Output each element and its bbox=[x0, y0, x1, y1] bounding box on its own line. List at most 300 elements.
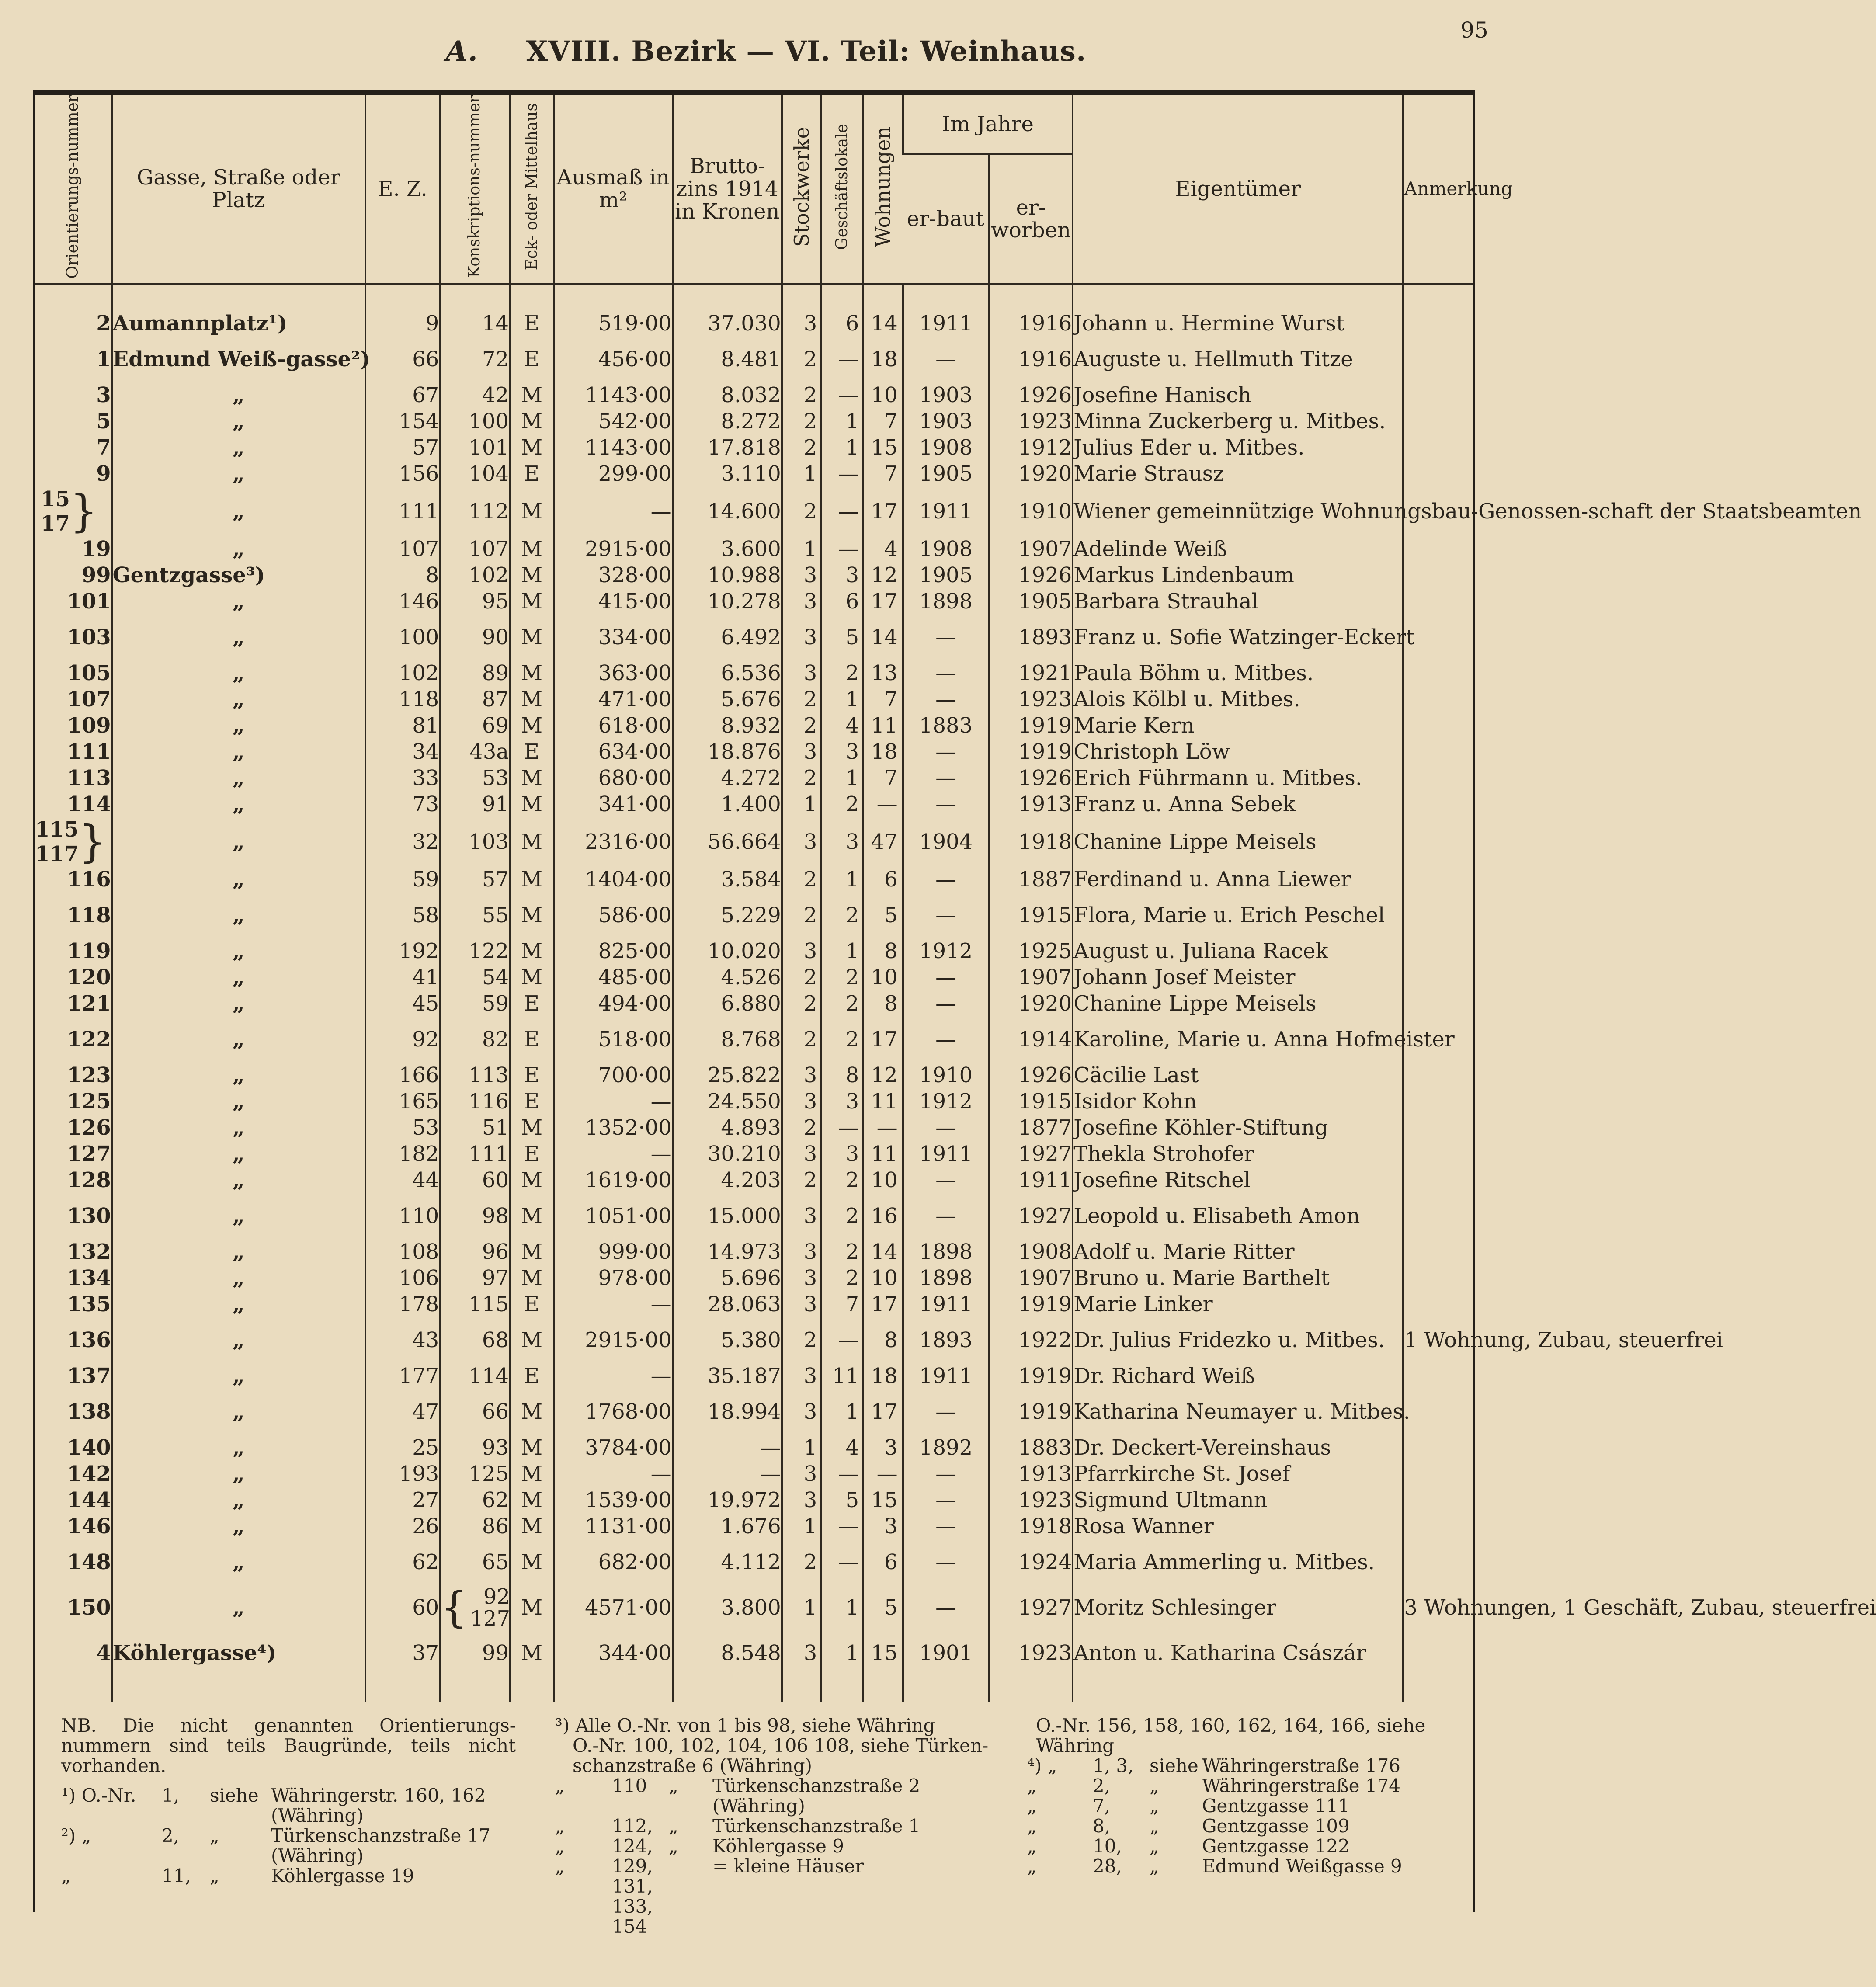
table-row bbox=[35, 588, 1473, 615]
stockwerke-cell: 3 bbox=[782, 1062, 822, 1088]
anmerkung-cell bbox=[1403, 1115, 1473, 1141]
erworben-cell: 1913 bbox=[989, 1461, 1073, 1487]
konskriptionsnummer-cell: 93 bbox=[440, 1435, 510, 1461]
ez-cell: 182 bbox=[365, 1141, 440, 1167]
ez-cell: 166 bbox=[365, 1062, 440, 1088]
ez-cell: 41 bbox=[365, 964, 440, 990]
ez-cell: 92 bbox=[365, 1017, 440, 1062]
wohnungen-cell: 12 bbox=[863, 1062, 903, 1088]
konskriptionsnummer-cell: 60 bbox=[440, 1167, 510, 1193]
erbaut-cell: — bbox=[903, 1585, 989, 1630]
erbaut-cell: 1904 bbox=[903, 817, 989, 866]
orientierungsnummer-cell: 130 bbox=[67, 1204, 111, 1229]
geschaeftslokale-cell: 2 bbox=[821, 990, 863, 1017]
footnote-mark: „ bbox=[555, 1835, 565, 1857]
zins-cell: 17.818 bbox=[673, 434, 782, 461]
footnote-entry bbox=[61, 1786, 516, 1826]
zins-cell: 30.210 bbox=[673, 1141, 782, 1167]
orientierungsnummer-cell: 137 bbox=[67, 1364, 111, 1389]
orientierungsnummer: 17 bbox=[41, 511, 70, 536]
footnote-text: Gentzgasse 122 bbox=[1202, 1835, 1350, 1857]
footnote-nr: 1, 3, bbox=[1093, 1755, 1134, 1776]
gasse-cell: „ bbox=[112, 1513, 365, 1539]
footnote-nr: 2, bbox=[1093, 1775, 1111, 1796]
wohnungen-cell: 18 bbox=[863, 739, 903, 765]
erworben-cell: 1918 bbox=[989, 817, 1073, 866]
geschaeftslokale-cell: 2 bbox=[821, 1017, 863, 1062]
footnote-entry bbox=[555, 1836, 992, 1856]
gasse-cell: „ bbox=[112, 408, 365, 434]
table-row bbox=[35, 1389, 1473, 1435]
ez-cell: 193 bbox=[365, 1461, 440, 1487]
table-row bbox=[35, 817, 1473, 866]
footnote-entry bbox=[61, 1826, 516, 1866]
eigentuemer-cell: Thekla Strohofer bbox=[1073, 1141, 1403, 1167]
zins-cell: 5.380 bbox=[673, 1317, 782, 1363]
erbaut-cell: — bbox=[903, 990, 989, 1017]
ausmass-cell: 682·00 bbox=[554, 1539, 673, 1585]
orientierungsnummer-cell: 136 bbox=[67, 1328, 111, 1353]
erworben-cell: 1921 bbox=[989, 660, 1073, 686]
stockwerke-cell: 3 bbox=[782, 1389, 822, 1435]
orientierungsnummer-cell: 123 bbox=[67, 1063, 111, 1088]
wohnungen-cell: 7 bbox=[863, 686, 903, 712]
table-row bbox=[35, 1585, 1473, 1630]
geschaeftslokale-cell: 3 bbox=[821, 739, 863, 765]
footnote-siehe: „ bbox=[1150, 1795, 1159, 1817]
footnote-entry bbox=[1027, 1856, 1469, 1876]
orientierungsnummer-cell: 134 bbox=[67, 1266, 111, 1291]
erbaut-cell: — bbox=[903, 1487, 989, 1513]
anmerkung-cell bbox=[1403, 1539, 1473, 1585]
wohnungen-cell: — bbox=[863, 791, 903, 817]
orientierungsnummer-cell: 150 bbox=[67, 1595, 111, 1620]
footnote-text: Währingerstraße 176 bbox=[1202, 1755, 1400, 1776]
eck-cell: E bbox=[510, 1062, 554, 1088]
konskriptionsnummer-cell: 95 bbox=[440, 588, 510, 615]
eck-cell: M bbox=[510, 765, 554, 791]
ez-cell: 44 bbox=[365, 1167, 440, 1193]
konskriptionsnummer-cell: 98 bbox=[440, 1193, 510, 1239]
eigentuemer-cell: Adolf u. Marie Ritter bbox=[1073, 1239, 1403, 1265]
orientierungsnummer-pair bbox=[41, 487, 70, 536]
wohnungen-cell: 5 bbox=[863, 1585, 903, 1630]
eck-cell: E bbox=[510, 990, 554, 1017]
zins-cell: 4.526 bbox=[673, 964, 782, 990]
footnote-text: Türkenschanzstraße 17 (Währing) bbox=[271, 1825, 491, 1866]
wohnungen-cell: 7 bbox=[863, 461, 903, 487]
ez-cell: 62 bbox=[365, 1539, 440, 1585]
eck-cell: M bbox=[510, 938, 554, 964]
eck-cell: M bbox=[510, 1461, 554, 1487]
table-row bbox=[35, 1317, 1473, 1363]
gasse-cell: „ bbox=[112, 1141, 365, 1167]
geschaeftslokale-cell: 6 bbox=[821, 310, 863, 337]
gasse-cell: „ bbox=[112, 382, 365, 408]
eck-cell: E bbox=[510, 739, 554, 765]
wohnungen-cell: 10 bbox=[863, 1167, 903, 1193]
ez-cell: 156 bbox=[365, 461, 440, 487]
anmerkung-cell bbox=[1403, 1193, 1473, 1239]
geschaeftslokale-cell: — bbox=[821, 382, 863, 408]
eck-cell: M bbox=[510, 817, 554, 866]
konskriptionsnummer-cell: 116 bbox=[440, 1088, 510, 1115]
erbaut-cell: — bbox=[903, 686, 989, 712]
footnote-entry bbox=[555, 1856, 992, 1937]
footnote-siehe: siehe bbox=[1150, 1755, 1199, 1776]
geschaeftslokale-cell: 4 bbox=[821, 712, 863, 739]
anmerkung-cell: 3 Wohnungen, 1 Geschäft, Zubau, steuerfrei bbox=[1403, 1585, 1473, 1630]
konskriptionsnummer-cell: 103 bbox=[440, 817, 510, 866]
eck-cell: E bbox=[510, 461, 554, 487]
erworben-cell: 1926 bbox=[989, 562, 1073, 588]
orientierungsnummer-cell: 132 bbox=[67, 1240, 111, 1264]
footnote-mark: „ bbox=[1027, 1815, 1037, 1837]
table-row bbox=[35, 1513, 1473, 1539]
orientierungsnummer-cell: 1 bbox=[96, 347, 111, 372]
table-row bbox=[35, 1167, 1473, 1193]
ausmass-cell: 341·00 bbox=[554, 791, 673, 817]
konskriptionsnummer-cell: 122 bbox=[440, 938, 510, 964]
footnote-text: Gentzgasse 111 bbox=[1202, 1795, 1350, 1817]
konskriptionsnummer-cell: 54 bbox=[440, 964, 510, 990]
erbaut-cell: — bbox=[903, 1167, 989, 1193]
orientierungsnummer-cell: 107 bbox=[67, 687, 111, 712]
stockwerke-cell: 2 bbox=[782, 866, 822, 893]
zins-cell: 5.229 bbox=[673, 893, 782, 938]
ausmass-cell: 3784·00 bbox=[554, 1435, 673, 1461]
brace: } bbox=[70, 486, 98, 537]
wohnungen-cell: 17 bbox=[863, 1291, 903, 1317]
wohnungen-cell: 14 bbox=[863, 1239, 903, 1265]
zins-cell: — bbox=[673, 1435, 782, 1461]
erbaut-cell: 1911 bbox=[903, 310, 989, 337]
zins-cell: 3.800 bbox=[673, 1585, 782, 1630]
ez-cell: 59 bbox=[365, 866, 440, 893]
zins-cell: 14.973 bbox=[673, 1239, 782, 1265]
erbaut-cell: — bbox=[903, 1193, 989, 1239]
footnote-mark: „ bbox=[1027, 1855, 1037, 1877]
erworben-cell: 1919 bbox=[989, 1389, 1073, 1435]
erworben-cell: 1919 bbox=[989, 712, 1073, 739]
stockwerke-cell: 3 bbox=[782, 660, 822, 686]
eigentuemer-cell: Marie Linker bbox=[1073, 1291, 1403, 1317]
erbaut-cell: — bbox=[903, 739, 989, 765]
geschaeftslokale-cell: 6 bbox=[821, 588, 863, 615]
eck-cell: M bbox=[510, 1513, 554, 1539]
gasse-cell: „ bbox=[112, 964, 365, 990]
eigentuemer-cell: Adelinde Weiß bbox=[1073, 536, 1403, 562]
eigentuemer-cell: Julius Eder u. Mitbes. bbox=[1073, 434, 1403, 461]
konskriptionsnummer-cell: 107 bbox=[440, 536, 510, 562]
ausmass-cell: 328·00 bbox=[554, 562, 673, 588]
stockwerke-cell: 2 bbox=[782, 686, 822, 712]
footnote-entry bbox=[61, 1866, 516, 1886]
zins-cell: 4.203 bbox=[673, 1167, 782, 1193]
footnote-siehe: „ bbox=[669, 1775, 678, 1796]
footnote-entry bbox=[1027, 1816, 1469, 1836]
geschaeftslokale-cell: 1 bbox=[821, 866, 863, 893]
erbaut-cell: — bbox=[903, 1017, 989, 1062]
zins-cell: 8.481 bbox=[673, 337, 782, 382]
stockwerke-cell: 1 bbox=[782, 536, 822, 562]
stockwerke-cell: 3 bbox=[782, 1265, 822, 1291]
col-header-wohnungen: Wohnungen bbox=[863, 95, 903, 284]
ausmass-cell: — bbox=[554, 1461, 673, 1487]
gasse-cell: „ bbox=[112, 1167, 365, 1193]
ez-cell: 178 bbox=[365, 1291, 440, 1317]
geschaeftslokale-cell: 3 bbox=[821, 1088, 863, 1115]
ausmass-cell: 2316·00 bbox=[554, 817, 673, 866]
eck-cell: E bbox=[510, 1291, 554, 1317]
ez-cell: 111 bbox=[365, 487, 440, 536]
wohnungen-cell: 18 bbox=[863, 337, 903, 382]
wohnungen-cell: 8 bbox=[863, 1317, 903, 1363]
gasse-cell: „ bbox=[112, 1363, 365, 1389]
stockwerke-cell: 2 bbox=[782, 434, 822, 461]
anmerkung-cell bbox=[1403, 765, 1473, 791]
footnote-nr: 112, bbox=[612, 1815, 653, 1837]
footnote-entry bbox=[1027, 1836, 1469, 1856]
zins-cell: 1.676 bbox=[673, 1513, 782, 1539]
ausmass-cell: 519·00 bbox=[554, 310, 673, 337]
ausmass-cell: 680·00 bbox=[554, 765, 673, 791]
eck-cell: M bbox=[510, 964, 554, 990]
zins-cell: 10.988 bbox=[673, 562, 782, 588]
eigentuemer-cell: Pfarrkirche St. Josef bbox=[1073, 1461, 1403, 1487]
orientierungsnummer-cell: 7 bbox=[96, 435, 111, 460]
gasse-cell: „ bbox=[112, 1461, 365, 1487]
eigentuemer-cell: Josefine Köhler-Stiftung bbox=[1073, 1115, 1403, 1141]
orientierungsnummer-cell: 127 bbox=[67, 1142, 111, 1167]
eigentuemer-cell: Karoline, Marie u. Anna Hofmeister bbox=[1073, 1017, 1403, 1062]
col-header-im-jahre: Im Jahre bbox=[903, 95, 1073, 154]
wohnungen-cell: 10 bbox=[863, 1265, 903, 1291]
orientierungsnummer-cell: 19 bbox=[81, 537, 111, 562]
eigentuemer-cell: Maria Ammerling u. Mitbes. bbox=[1073, 1539, 1403, 1585]
footnote-mark: ²) „ bbox=[61, 1825, 91, 1846]
wohnungen-cell: 6 bbox=[863, 866, 903, 893]
konskriptionsnummer-cell: 114 bbox=[440, 1363, 510, 1389]
anmerkung-cell bbox=[1403, 1435, 1473, 1461]
gasse-cell: Gentzgasse³) bbox=[112, 562, 365, 588]
geschaeftslokale-cell: 7 bbox=[821, 1291, 863, 1317]
orientierungsnummer-cell: 121 bbox=[67, 991, 111, 1016]
table-row bbox=[35, 660, 1473, 686]
erbaut-cell: 1898 bbox=[903, 588, 989, 615]
gasse-cell: „ bbox=[112, 536, 365, 562]
eck-cell: M bbox=[510, 1317, 554, 1363]
footnote-text: Währingerstr. 160, 162 (Währing) bbox=[271, 1785, 486, 1826]
footnote-column-3 bbox=[1027, 1716, 1469, 1876]
eigentuemer-cell: Flora, Marie u. Erich Peschel bbox=[1073, 893, 1403, 938]
footnote-mark: „ bbox=[1027, 1795, 1037, 1817]
col-header-erworben: er-worben bbox=[989, 154, 1073, 284]
geschaeftslokale-cell: 1 bbox=[821, 765, 863, 791]
geschaeftslokale-cell: 2 bbox=[821, 964, 863, 990]
erworben-cell: 1926 bbox=[989, 382, 1073, 408]
erbaut-cell: — bbox=[903, 615, 989, 660]
gasse-cell: „ bbox=[112, 1088, 365, 1115]
section-letter: A. bbox=[445, 35, 478, 68]
konskriptionsnummer-cell: 43a bbox=[440, 739, 510, 765]
konskriptionsnummer-cell: 91 bbox=[440, 791, 510, 817]
eigentuemer-cell: Katharina Neumayer u. Mitbes. bbox=[1073, 1389, 1403, 1435]
footnote-mark: „ bbox=[555, 1855, 565, 1877]
col-header-zins: Brutto-zins 1914 in Kronen bbox=[673, 95, 782, 284]
gasse-cell: „ bbox=[112, 791, 365, 817]
eigentuemer-cell: Dr. Deckert-Vereinshaus bbox=[1073, 1435, 1403, 1461]
orientierungsnummer-cell: 114 bbox=[67, 792, 111, 817]
orientierungsnummer-cell: 113 bbox=[67, 766, 111, 791]
footnote-text: Köhlergasse 19 bbox=[271, 1865, 414, 1886]
wohnungen-cell: 8 bbox=[863, 990, 903, 1017]
gasse-cell: Aumannplatz¹) bbox=[112, 310, 365, 337]
stockwerke-cell: 3 bbox=[782, 1363, 822, 1389]
eck-cell: M bbox=[510, 1585, 554, 1630]
ausmass-cell: 1619·00 bbox=[554, 1167, 673, 1193]
footnote-mark: „ bbox=[555, 1775, 565, 1796]
wohnungen-cell: 11 bbox=[863, 1141, 903, 1167]
erbaut-cell: 1910 bbox=[903, 1062, 989, 1088]
wohnungen-cell: 14 bbox=[863, 310, 903, 337]
stockwerke-cell: 1 bbox=[782, 461, 822, 487]
anmerkung-cell bbox=[1403, 660, 1473, 686]
wohnungen-cell: 11 bbox=[863, 1088, 903, 1115]
table-row bbox=[35, 1017, 1473, 1062]
stockwerke-cell: 2 bbox=[782, 964, 822, 990]
ez-cell: 165 bbox=[365, 1088, 440, 1115]
ez-cell: 107 bbox=[365, 536, 440, 562]
zins-cell: 8.548 bbox=[673, 1630, 782, 1676]
table-row bbox=[35, 1291, 1473, 1317]
table-row bbox=[35, 310, 1473, 337]
zins-cell: 3.600 bbox=[673, 536, 782, 562]
konskriptionsnummer-cell: 53 bbox=[440, 765, 510, 791]
ausmass-cell: 1143·00 bbox=[554, 382, 673, 408]
wohnungen-cell: 12 bbox=[863, 562, 903, 588]
gasse-cell: „ bbox=[112, 1017, 365, 1062]
wohnungen-cell: 47 bbox=[863, 817, 903, 866]
ausmass-cell: 999·00 bbox=[554, 1239, 673, 1265]
footnote-entry bbox=[1027, 1796, 1469, 1816]
geschaeftslokale-cell: 2 bbox=[821, 1265, 863, 1291]
orientierungsnummer-cell: 111 bbox=[67, 740, 111, 764]
table-row bbox=[35, 964, 1473, 990]
ez-cell: 58 bbox=[365, 893, 440, 938]
konskriptionsnummer-cell: 42 bbox=[440, 382, 510, 408]
eck-cell: E bbox=[510, 1088, 554, 1115]
ausmass-cell: 586·00 bbox=[554, 893, 673, 938]
footnote-text: Türkenschanzstraße 2 (Währing) bbox=[712, 1775, 921, 1817]
col-header-ausmass: Ausmaß in m² bbox=[554, 95, 673, 284]
eck-cell: M bbox=[510, 1435, 554, 1461]
eigentuemer-cell: Erich Führmann u. Mitbes. bbox=[1073, 765, 1403, 791]
gasse-cell: „ bbox=[112, 817, 365, 866]
table-row-filler bbox=[35, 1676, 1473, 1702]
ausmass-cell: 334·00 bbox=[554, 615, 673, 660]
eigentuemer-cell: Cäcilie Last bbox=[1073, 1062, 1403, 1088]
gasse-cell: „ bbox=[112, 434, 365, 461]
konskriptionsnummer-cell: 51 bbox=[440, 1115, 510, 1141]
eck-cell: M bbox=[510, 712, 554, 739]
zins-cell: 6.492 bbox=[673, 615, 782, 660]
gasse-cell: „ bbox=[112, 893, 365, 938]
geschaeftslokale-cell: 3 bbox=[821, 562, 863, 588]
stockwerke-cell: 3 bbox=[782, 1630, 822, 1676]
erworben-cell: 1915 bbox=[989, 1088, 1073, 1115]
erbaut-cell: 1903 bbox=[903, 408, 989, 434]
geschaeftslokale-cell: 1 bbox=[821, 1389, 863, 1435]
stockwerke-cell: 2 bbox=[782, 893, 822, 938]
stockwerke-cell: 3 bbox=[782, 817, 822, 866]
eigentuemer-cell: Franz u. Sofie Watzinger-Eckert bbox=[1073, 615, 1403, 660]
table-row bbox=[35, 1193, 1473, 1239]
eigentuemer-cell: Rosa Wanner bbox=[1073, 1513, 1403, 1539]
ez-cell: 60 bbox=[365, 1585, 440, 1630]
eck-cell: M bbox=[510, 1265, 554, 1291]
geschaeftslokale-cell: — bbox=[821, 1513, 863, 1539]
table-row bbox=[35, 615, 1473, 660]
zins-cell: 24.550 bbox=[673, 1088, 782, 1115]
ausmass-cell: 518·00 bbox=[554, 1017, 673, 1062]
zins-cell: 28.063 bbox=[673, 1291, 782, 1317]
konskriptionsnummer-cell: 113 bbox=[440, 1062, 510, 1088]
geschaeftslokale-cell: 1 bbox=[821, 686, 863, 712]
footnote-entry bbox=[555, 1776, 992, 1816]
eigentuemer-cell: Marie Kern bbox=[1073, 712, 1403, 739]
zins-cell: 8.932 bbox=[673, 712, 782, 739]
eck-cell: M bbox=[510, 487, 554, 536]
erworben-cell: 1923 bbox=[989, 686, 1073, 712]
konskriptionsnummer-cell: 62 bbox=[440, 1487, 510, 1513]
zins-cell: 19.972 bbox=[673, 1487, 782, 1513]
eck-cell: M bbox=[510, 1193, 554, 1239]
ausmass-cell: 2915·00 bbox=[554, 536, 673, 562]
eigentuemer-cell: August u. Juliana Racek bbox=[1073, 938, 1403, 964]
property-table bbox=[35, 95, 1876, 1702]
gasse-cell: „ bbox=[112, 1115, 365, 1141]
anmerkung-cell bbox=[1403, 562, 1473, 588]
erbaut-cell: — bbox=[903, 1513, 989, 1539]
stockwerke-cell: 2 bbox=[782, 765, 822, 791]
stockwerke-cell: 3 bbox=[782, 310, 822, 337]
table-row bbox=[35, 893, 1473, 938]
ez-cell: 9 bbox=[365, 310, 440, 337]
ausmass-cell: 1768·00 bbox=[554, 1389, 673, 1435]
eck-cell: M bbox=[510, 686, 554, 712]
zins-cell: 4.272 bbox=[673, 765, 782, 791]
erworben-cell: 1922 bbox=[989, 1317, 1073, 1363]
orientierungsnummer-cell: 122 bbox=[67, 1027, 111, 1052]
ez-cell: 34 bbox=[365, 739, 440, 765]
stockwerke-cell: 2 bbox=[782, 1539, 822, 1585]
footnote-siehe: „ bbox=[1150, 1775, 1159, 1796]
eck-cell: E bbox=[510, 1141, 554, 1167]
orientierungsnummer-cell: 119 bbox=[67, 939, 111, 964]
ez-cell: 100 bbox=[365, 615, 440, 660]
ausmass-cell: 299·00 bbox=[554, 461, 673, 487]
eigentuemer-cell: Sigmund Ultmann bbox=[1073, 1487, 1403, 1513]
col-header-gasse: Gasse, Straße oder Platz bbox=[112, 95, 365, 284]
ez-cell: 8 bbox=[365, 562, 440, 588]
zins-cell: 25.822 bbox=[673, 1062, 782, 1088]
footnote-siehe: „ bbox=[1150, 1855, 1159, 1877]
ez-cell: 67 bbox=[365, 382, 440, 408]
orientierungsnummer-cell: 99 bbox=[81, 563, 111, 588]
geschaeftslokale-cell: — bbox=[821, 1461, 863, 1487]
stockwerke-cell: 2 bbox=[782, 382, 822, 408]
